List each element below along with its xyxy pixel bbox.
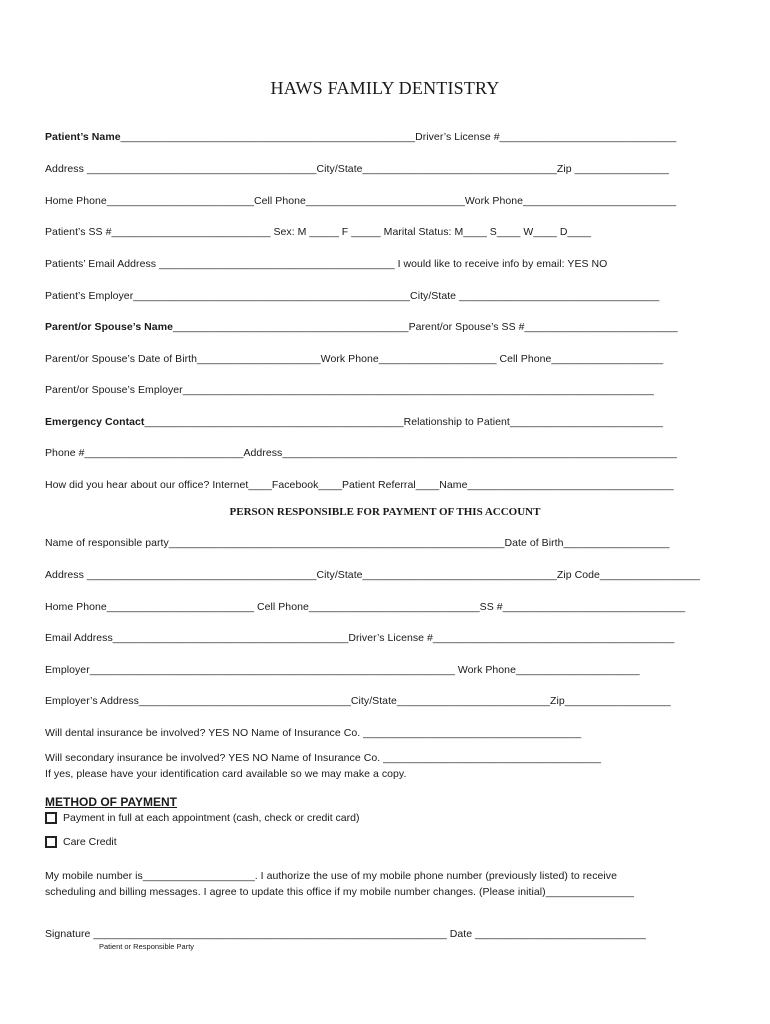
hear-about-row[interactable]: How did you hear about our office? Internet____Facebook____Patient Referral____Name___________________________________ xyxy=(45,479,674,491)
signature-row[interactable]: Signature ____________________________________________________________ Date _____________________________ xyxy=(45,928,646,940)
mobile-line-2[interactable]: scheduling and billing messages. I agree to update this office if my mobile number changes. (Please initial)_______________ xyxy=(45,886,635,898)
emergency-label: Emergency Contact xyxy=(45,416,145,428)
care-credit-checkbox[interactable] xyxy=(45,836,57,848)
phone-address-row[interactable]: Phone #___________________________Address___________________________________________________________________ xyxy=(45,447,677,459)
emergency-field[interactable]: ____________________________________________Relationship to Patient__________________________ xyxy=(144,416,663,428)
address-row[interactable]: Address _______________________________________City/State_________________________________Zip ________________ xyxy=(45,163,669,175)
parent-name-field[interactable]: ________________________________________Parent/or Spouse’s SS #__________________________ xyxy=(172,321,678,333)
email-row[interactable]: Patients’ Email Address ________________________________________ I would like to receive info by email: YES NO xyxy=(45,258,608,270)
care-credit-label: Care Credit xyxy=(63,836,117,848)
responsible-employer-row[interactable]: Employer______________________________________________________________ Work Phone_____________________ xyxy=(45,664,640,676)
parent-name-label: Parent/or Spouse’s Name xyxy=(45,321,173,333)
parent-employer-row[interactable]: Parent/or Spouse’s Employer________________________________________________________________________________ xyxy=(45,384,654,396)
insurance-row[interactable]: Will dental insurance be involved? YES NO Name of Insurance Co. _____________________________________ xyxy=(45,727,582,739)
patient-name-field[interactable]: __________________________________________________Driver’s License #______________________________ xyxy=(120,131,677,143)
payment-full-label: Payment in full at each appointment (cash, check or credit card) xyxy=(63,812,360,824)
parent-name-row xyxy=(45,321,678,333)
responsible-employer-address-row[interactable]: Employer’s Address____________________________________City/State__________________________Zip__________________ xyxy=(45,695,671,707)
responsible-address-row[interactable]: Address _______________________________________City/State_________________________________Zip Code_________________ xyxy=(45,569,701,581)
patient-name-label: Patient’s Name xyxy=(45,131,121,143)
ss-row[interactable]: Patient’s SS #___________________________ Sex: M _____ F _____ Marital Status: M____ S____ W____ D____ xyxy=(45,226,592,238)
emergency-row xyxy=(45,416,663,428)
patient-name-row xyxy=(45,131,676,143)
parent-dob-row[interactable]: Parent/or Spouse’s Date of Birth_____________________Work Phone____________________ Cell Phone___________________ xyxy=(45,353,664,365)
signature-caption: Patient or Responsible Party xyxy=(99,942,195,951)
responsible-name-row[interactable]: Name of responsible party_________________________________________________________Date of Birth__________________ xyxy=(45,537,670,549)
employer-row[interactable]: Patient’s Employer_______________________________________________City/State __________________________________ xyxy=(45,290,660,302)
secondary-insurance-row[interactable]: Will secondary insurance be involved? YES NO Name of Insurance Co. _____________________________________ xyxy=(45,752,602,764)
payment-option-full[interactable] xyxy=(45,812,359,824)
page-title: HAWS FAMILY DENTISTRY xyxy=(270,78,500,98)
payment-heading: METHOD OF PAYMENT xyxy=(45,795,178,809)
responsible-phones-row[interactable]: Home Phone_________________________ Cell Phone_____________________________SS #_______________________________ xyxy=(45,601,686,613)
payment-full-checkbox[interactable] xyxy=(45,812,57,824)
responsible-email-row[interactable]: Email Address________________________________________Driver’s License #_________________________________________ xyxy=(45,632,675,644)
phones-row[interactable]: Home Phone_________________________Cell Phone___________________________Work Phone__________________________ xyxy=(45,195,677,207)
payment-option-care-credit[interactable] xyxy=(45,836,117,848)
mobile-line-1[interactable]: My mobile number is___________________. I authorize the use of my mobile phone number (previously listed) to receive xyxy=(45,870,617,882)
responsible-heading: PERSON RESPONSIBLE FOR PAYMENT OF THIS ACCOUNT xyxy=(229,506,541,518)
id-card-note: If yes, please have your identification card available so we may make a copy. xyxy=(45,768,407,780)
